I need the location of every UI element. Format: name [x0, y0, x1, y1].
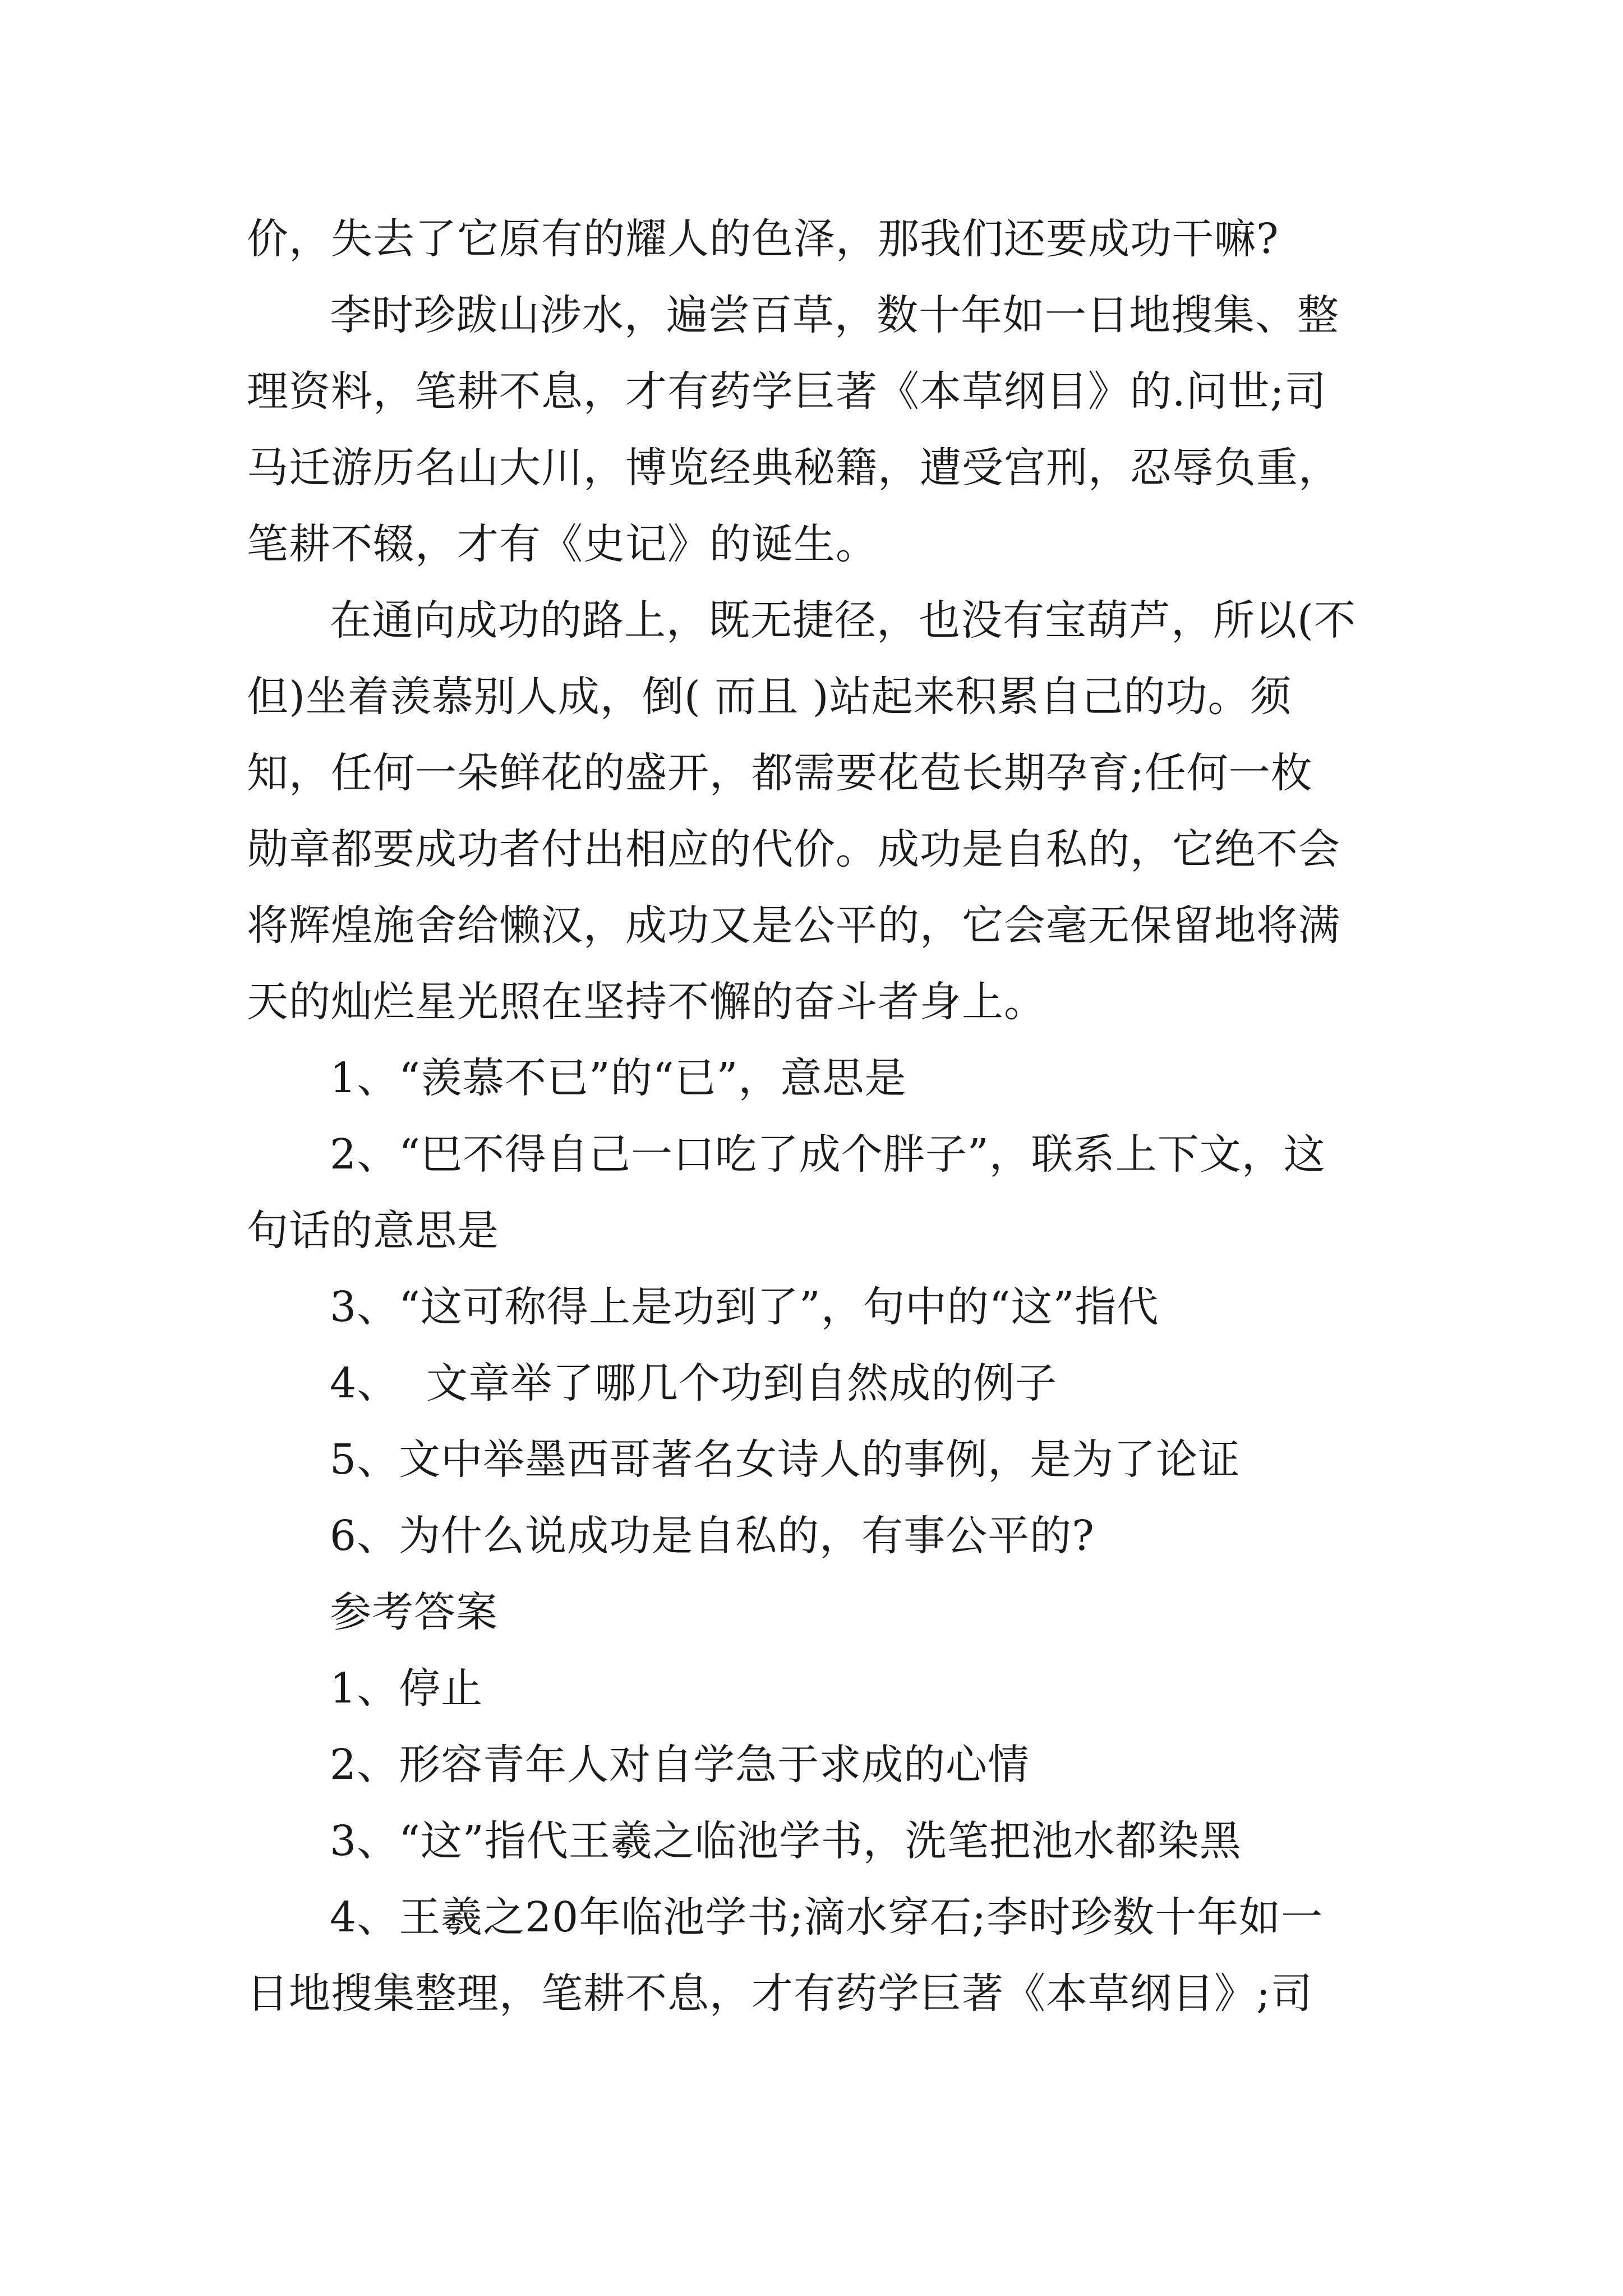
text-line: 在通向成功的路上，既无捷径，也没有宝葫芦，所以(不 — [330, 596, 1356, 645]
question-item-3: 3、“这可称得上是功到了”，句中的“这”指代 — [330, 1283, 1159, 1331]
question-item-5: 5、文中举墨西哥著名女诗人的事例，是为了论证 — [330, 1435, 1241, 1484]
question-item-2-continuation: 句话的意思是 — [247, 1207, 499, 1255]
answer-item-4-continuation: 日地搜集整理，笔耕不息，才有药学巨著《本草纲目》;司 — [247, 1970, 1313, 2018]
text-line: 勋章都要成功者付出相应的代价。成功是自私的，它绝不会 — [247, 825, 1340, 873]
answer-item-2: 2、形容青年人对自学急于求成的心情 — [330, 1741, 1030, 1789]
text-line: 理资料，笔耕不息，才有药学巨著《本草纲目》的.问世;司 — [247, 367, 1327, 416]
answer-list — [247, 1650, 1413, 2032]
document-body — [247, 201, 1413, 2032]
text-line: 马迁游历名山大川，博览经典秘籍，遭受宫刑，忍辱负重， — [247, 444, 1340, 492]
text-line: 但)坐着羡慕别人成，倒( 而且 )站起来积累自己的功。须 — [247, 673, 1292, 721]
paragraph-continuation — [247, 201, 1413, 277]
answers-heading: 参考答案 — [330, 1588, 498, 1636]
text-line: 李时珍跋山涉水，遍尝百草，数十年如一日地搜集、整 — [330, 291, 1339, 339]
paragraph-road-to-success — [247, 582, 1413, 1040]
answer-item-4: 4、王羲之20年临池学书;滴水穿石;李时珍数十年如一 — [330, 1893, 1324, 1941]
answer-item-1: 1、停止 — [330, 1664, 483, 1713]
text-line: 知，任何一朵鲜花的盛开，都需要花苞长期孕育;任何一枚 — [247, 749, 1313, 797]
question-item-2: 2、“巴不得自己一口吃了成个胖子”，联系上下文，这 — [330, 1130, 1326, 1179]
text-line: 价，失去了它原有的耀人的色泽，那我们还要成功干嘛? — [247, 215, 1279, 263]
text-line: 天的灿烂星光照在坚持不懈的奋斗者身上。 — [247, 978, 1046, 1026]
question-item-1: 1、“羡慕不已”的“已”，意思是 — [330, 1054, 907, 1102]
question-item-6: 6、为什么说成功是自私的，有事公平的? — [330, 1512, 1095, 1560]
paragraph-li-shizhen-sima-qian — [247, 277, 1413, 582]
answer-item-3: 3、“这”指代王羲之临池学书，洗笔把池水都染黑 — [330, 1817, 1242, 1865]
question-item-4: 4、 文章举了哪几个功到自然成的例子 — [330, 1359, 1058, 1407]
text-line: 将辉煌施舍给懒汉，成功又是公平的，它会毫无保留地将满 — [247, 901, 1340, 950]
text-line: 笔耕不辍，才有《史记》的诞生。 — [247, 520, 878, 568]
question-list — [247, 1040, 1413, 1574]
